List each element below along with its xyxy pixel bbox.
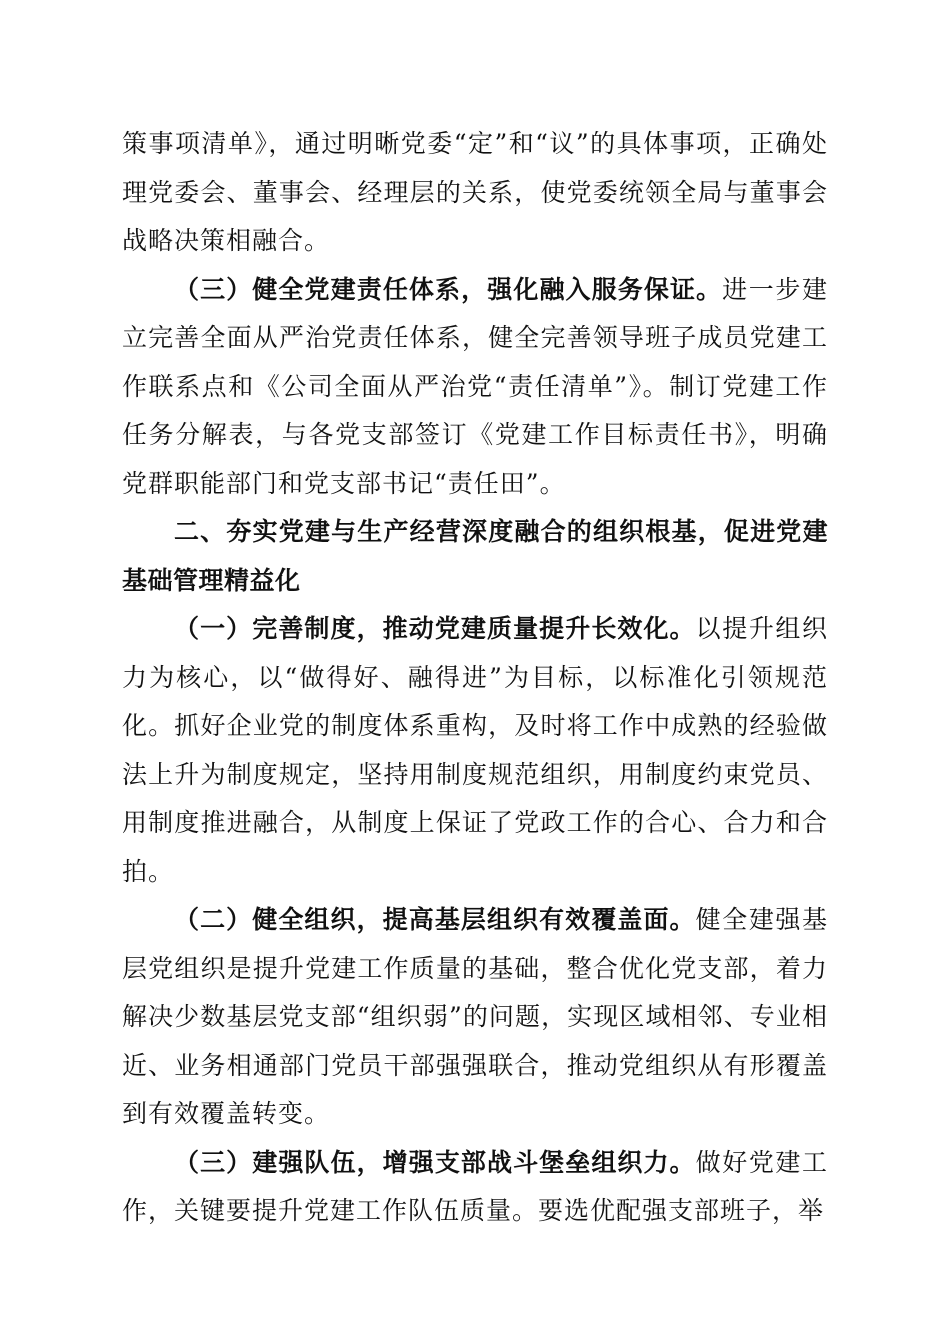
- paragraph-lead: （二）健全组织，提高基层组织有效覆盖面。: [174, 905, 696, 934]
- paragraph-text: 策事项清单》，通过明晰党委“定”和“议”的具体事项，正确处理党委会、董事会、经理层的关系，使党委统领全局与董事会战略决策相融合。: [122, 129, 828, 255]
- paragraph-responsibility-system: [122, 266, 828, 509]
- paragraph-decision-list: [122, 120, 828, 266]
- paragraph-lead: （三）建强队伍，增强支部战斗堡垒组织力。: [174, 1147, 696, 1177]
- paragraph-system-improvement: [122, 605, 828, 896]
- paragraph-lead: （三）健全党建责任体系，强化融入服务保证。: [174, 274, 723, 304]
- paragraph-text: 以提升组织力为核心，以“做得好、融得进”为目标，以标准化引领规范化。抓好企业党的制度体系重构，及时将工作中成熟的经验做法上升为制度规定，坚持用制度规范组织，用制度约束党员、用制度推进融合，从制度上保证了党政工作的合心、合力和合拍。: [122, 614, 828, 886]
- paragraph-text: 进一步建立完善全面从严治党责任体系，健全完善领导班子成员党建工作联系点和《公司全面从严治党“责任清单”》。制订党建工作任务分解表，与各党支部签订《党建工作目标责任书》，明确党群职能部门和党支部书记“责任田”。: [122, 274, 828, 498]
- paragraph-team-building: [122, 1139, 828, 1236]
- paragraph-text: 健全建强基层党组织是提升党建工作质量的基础，整合优化党支部，着力解决少数基层党支部“组织弱”的问题，实现区域相邻、专业相近、业务相通部门党员干部强强联合，推动党组织从有形覆盖到有效覆盖转变。: [122, 905, 828, 1128]
- paragraph-organization: [122, 896, 828, 1139]
- section-heading-2: 二、夯实党建与生产经营深度融合的组织根基，促进党建基础管理精益化: [122, 517, 828, 595]
- document-page: [122, 120, 828, 1236]
- paragraph-text: 做好党建工作，关键要提升党建工作队伍质量。要选优配强支部班子，举: [122, 1147, 828, 1225]
- paragraph-lead: （一）完善制度，推动党建质量提升长效化。: [174, 614, 696, 643]
